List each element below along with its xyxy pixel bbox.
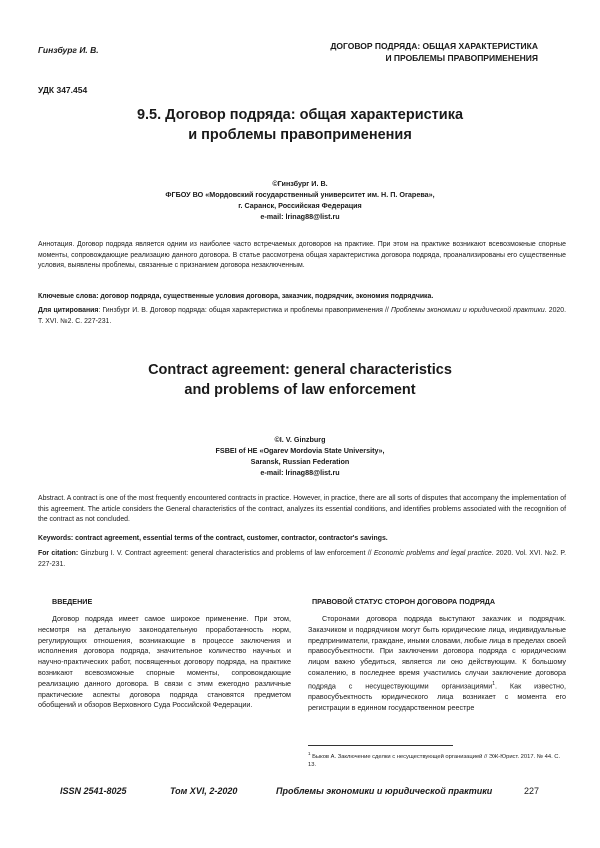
running-header-author: Гинзбург И. В. (38, 45, 99, 55)
citation-ru-text: : Гинзбург И. В. Договор подряда: общая характеристика и проблемы правоприменения // (98, 307, 392, 314)
running-header-title-line1: ДОГОВОР ПОДРЯДА: ОБЩАЯ ХАРАКТЕРИСТИКА (330, 41, 538, 51)
author-block-ru (100, 178, 500, 222)
article-title-ru-line1: 9.5. Договор подряда: общая характеристика (136, 107, 464, 123)
article-title-en-line1: Contract agreement: general characteristics (148, 362, 452, 378)
citation-en-label: For citation: (38, 550, 79, 557)
right-column-text-main: Сторонами договора подряда выступают заказчик и подрядчик. Заказчиком и подрядчиком могут быть юридические лица, индивидуальные предприниматели, граждане, иными словами, любые лица в пределах своей правосубъектности. При заключении договора подряда с юридическим лицом важно убедиться, является ли оно действующим. К большому сожалению, в последнее время участились случаи заключение договора подряда с несуществующими организациями (308, 614, 566, 691)
footer-journal: Проблемы экономики и юридической практики (276, 786, 493, 796)
abstract-en: Abstract. A contract is one of the most frequently encountered contracts in practice. However, in practice, there are all sorts of disputes that accompany the implementation of this agreement. The article considers the General characteristics of the contract, analyzes its essential conditions, and identifies problems associated with the recognition of the contract as not concluded. (38, 495, 566, 523)
citation-ru-rest: . 2020. Т. XVI. №2. С. 227-231. (38, 307, 567, 325)
article-title-en-line2: and problems of law enforcement (184, 382, 416, 398)
right-column-text (308, 614, 566, 714)
citation-ru-label: Для цитирования (38, 307, 99, 314)
left-column-text: Договор подряда имеет самое широкое применение. При этом, несмотря на детальную законодательную проработанность норм, регулирующих отношения, возникающие в процессе заключения и исполнения договора подряда, значительное количество научных и научно-практических работ, посвященных договору подряда, на практике возникают всевозможные спорные моменты, сопровождающие реализацию данного договора. В связи с этим ежегодно различные практические аспекты договора подряда становятся предметом обобщений и обзоров Верховного Суда Российской Федерации. (38, 614, 291, 710)
running-header-title (278, 40, 538, 64)
author-ru: ©Гинзбург И. В. (272, 179, 328, 188)
footnote (308, 750, 566, 770)
abstract-ru: Аннотация. Договор подряда является одним из наиболее часто встречаемых договоров на практике. При этом на практике возникают всевозможные спорные моменты, сопровождающие реализацию данного договора. В статье рассмотрена общая характеристика договора подряда, проанализированы его существенные условия, выявлены проблемы, связанные с признанием договора незаключенным. (38, 241, 566, 269)
affiliation-ru-line2: г. Саранск, Российская Федерация (238, 201, 362, 210)
keywords-en: Keywords: contract agreement, essential terms of the contract, customer, contractor, contractor's savings. (38, 535, 388, 542)
author-block-en (100, 434, 500, 478)
author-en: ©I. V. Ginzburg (274, 435, 326, 444)
section-heading-introduction: ВВЕДЕНИЕ (52, 597, 93, 606)
footnote-reference[interactable]: 1 (492, 680, 496, 687)
section-heading-legal-status: ПРАВОВОЙ СТАТУС СТОРОН ДОГОВОРА ПОДРЯДА (312, 597, 496, 606)
citation-en-rest: . 2020. Vol. XVI. №2. P. 227-231. (38, 550, 566, 568)
citation-ru (38, 306, 566, 327)
footnote-number: 1 (308, 751, 311, 756)
keywords-ru: Ключевые слова: договор подряда, существенные условия договора, заказчик, подрядчик, экономия подрядчика. (38, 293, 434, 300)
affiliation-ru-line1: ФГБОУ ВО «Мордовский государственный университет им. Н. П. Огарева», (165, 190, 435, 199)
affiliation-en-line2: Saransk, Russian Federation (250, 457, 350, 466)
footer-volume: Том XVI, 2-2020 (170, 786, 238, 796)
article-title-ru (60, 105, 540, 145)
citation-en (38, 549, 566, 570)
email-ru: e-mail: lrinag88@list.ru (260, 212, 340, 221)
citation-ru-journal: Проблемы экономики и юридической практики (391, 307, 545, 314)
affiliation-en-line1: FSBEI of HE «Ogarev Mordovia State University», (215, 446, 385, 455)
article-title-ru-line2: и проблемы правоприменения (188, 127, 412, 143)
citation-en-text: Ginzburg I. V. Contract agreement: general characteristics and problems of law enforcement // (78, 550, 374, 557)
running-header-title-line2: И ПРОБЛЕМЫ ПРАВОПРИМЕНЕНИЯ (385, 53, 538, 63)
footnote-divider (308, 745, 453, 746)
article-title-en (60, 360, 540, 400)
right-column-text-after: . Как известно, правосубъектность юридического лица возникает с момента его регистрации в единном государственном реестре (308, 681, 566, 712)
page-number: 227 (524, 786, 540, 796)
citation-en-journal: Economic problems and legal practice (373, 550, 492, 557)
footnote-text: Быков А. Заключение сделки с несуществующей организацией // ЭЖ-Юрист. 2017. № 44. С. 13. (308, 753, 561, 769)
footer-issn: ISSN 2541-8025 (60, 786, 127, 796)
email-en: e-mail: lrinag88@list.ru (260, 468, 340, 477)
udk-code: УДК 347.454 (38, 85, 88, 95)
